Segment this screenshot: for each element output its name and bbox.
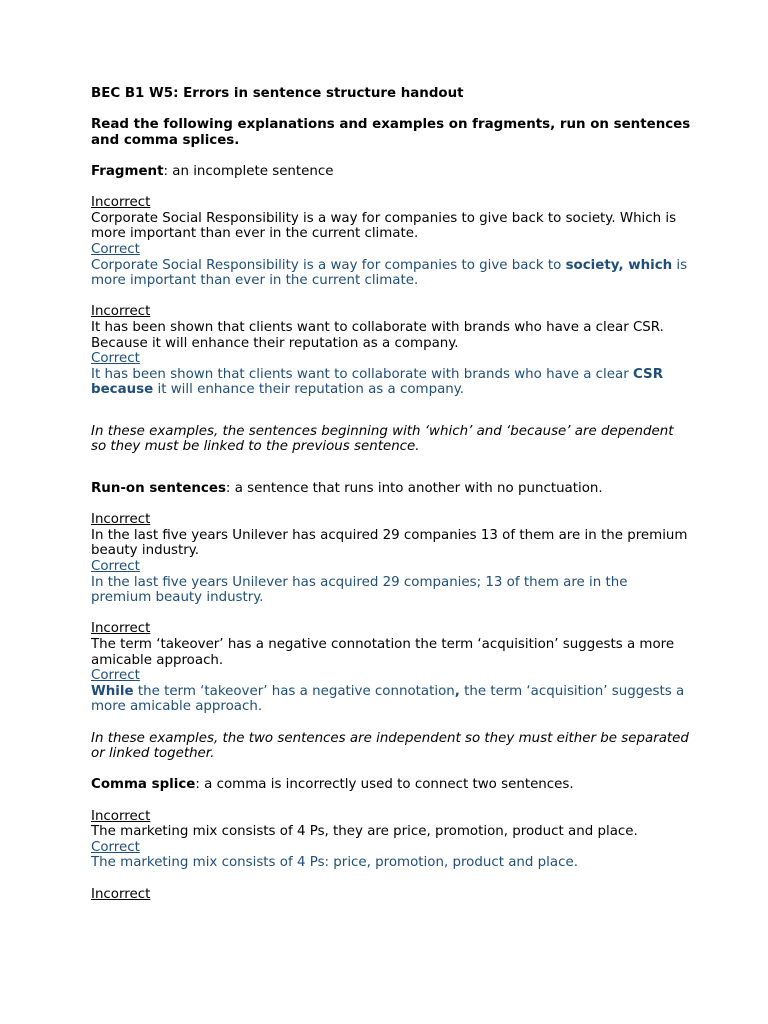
splice-ex1-correct: The marketing mix consists of 4 Ps: price, promotion, product and place. [91,855,578,871]
splice-ex1-incorrect: The marketing mix consists of 4 Ps, they are price, promotion, product and place. [91,824,638,840]
fragment-ex2-incorrect: It has been shown that clients want to collaborate with brands who have a clear CSR. Because it will enhance their reputation as a company. [91,319,664,351]
splice-definition: : a comma is incorrectly used to connect two sentences. [195,777,574,793]
correct-emphasis: , [454,683,460,699]
fragment-definition: : an incomplete sentence [163,163,334,179]
correct-label: Correct [91,559,140,575]
fragment-ex1-incorrect: Corporate Social Responsibility is a way for companies to give back to society. Which is more important than ever in the current climate. [91,210,677,242]
correct-label: Correct [91,839,140,855]
splice-heading [91,777,691,793]
splice-term: Comma splice [91,777,196,793]
incorrect-label: Incorrect [91,886,151,902]
correct-label: Correct [91,241,140,257]
correct-text: the term ‘acquisition’ suggests a more amicable approach. [91,683,685,715]
correct-text: is more important than ever in the current climate. [91,257,688,289]
incorrect-label: Incorrect [91,512,151,528]
runon-ex2-incorrect: The term ‘takeover’ has a negative connotation the term ‘acquisition’ suggests a more amicable approach. [91,637,675,668]
runon-ex1-incorrect: In the last five years Unilever has acquired 29 companies 13 of them are in the premium beauty industry. [91,527,688,559]
runon-heading [91,481,691,497]
incorrect-label: Incorrect [91,808,151,824]
runon-term: Run-on sentences [91,481,226,497]
fragment-note: In these examples, the sentences beginning with ‘which’ and ‘because’ are dependent so they must be linked to the previous sentence. [91,423,674,455]
runon-ex1-correct: In the last five years Unilever has acquired 29 companies; 13 of them are in the premium beauty industry. [91,574,628,606]
correct-emphasis: While [91,683,134,699]
correct-text: It has been shown that clients want to collaborate with brands who have a clear [91,366,633,382]
correct-label: Correct [91,351,140,367]
incorrect-label: Incorrect [91,195,151,211]
correct-text: it will enhance their reputation as a company. [153,382,465,398]
correct-text: the term ‘takeover’ has a negative connotation [133,683,455,699]
incorrect-label: Incorrect [91,304,151,320]
runon-definition: : a sentence that runs into another with no punctuation. [225,481,603,497]
runon-note: In these examples, the two sentences are independent so they must either be separated or linked together. [91,730,689,762]
fragment-term: Fragment [91,163,164,179]
fragment-ex2-correct [91,367,691,398]
correct-text: Corporate Social Responsibility is a way for companies to give back to [91,257,566,273]
fragment-heading [91,164,691,180]
correct-emphasis: CSR because [91,366,663,398]
doc-title: BEC B1 W5: Errors in sentence structure handout [91,86,464,101]
incorrect-label: Incorrect [91,621,151,637]
doc-intro: Read the following explanations and examples on fragments, run on sentences and comma splices. [91,117,691,148]
correct-label: Correct [91,668,140,684]
document-body [91,86,691,902]
correct-emphasis: society, which [565,257,673,273]
fragment-ex1-correct [91,258,691,289]
runon-ex2-correct [91,684,691,715]
